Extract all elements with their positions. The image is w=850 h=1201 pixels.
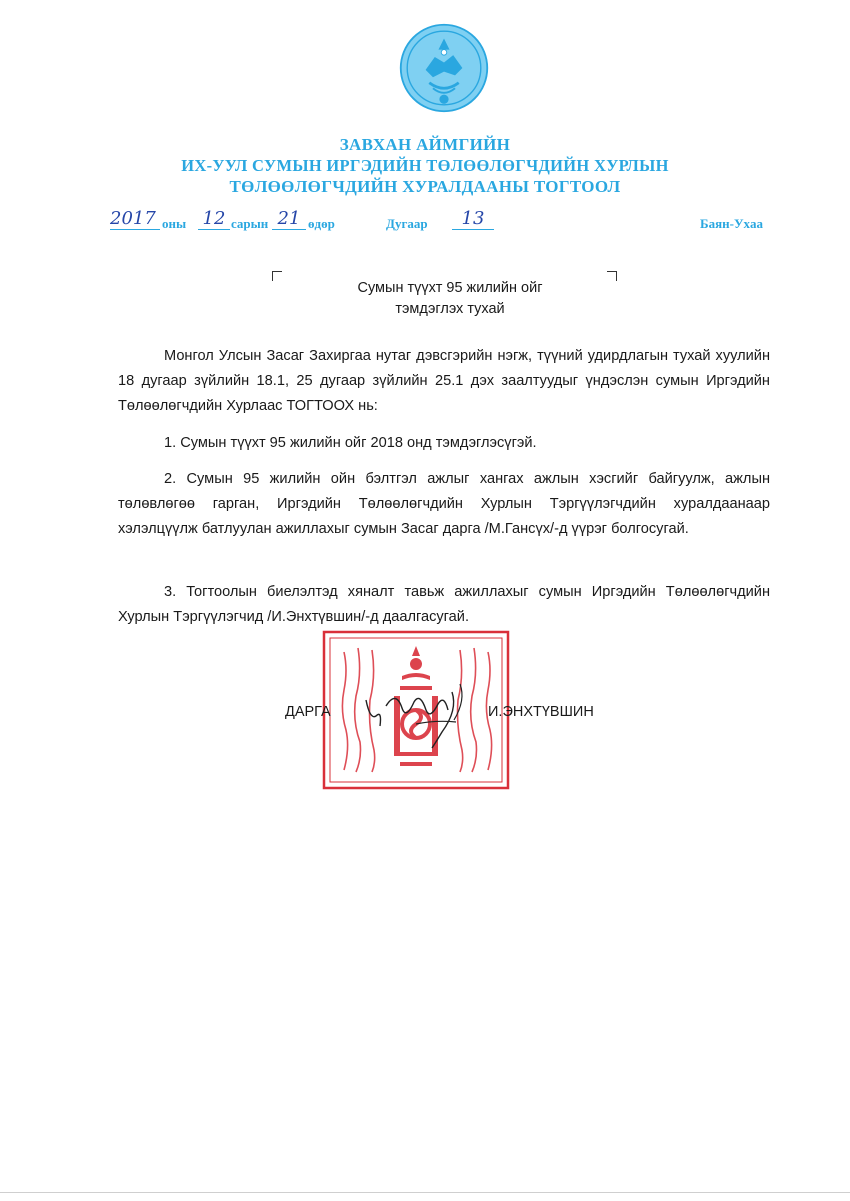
preamble-paragraph: Монгол Улсын Засаг Захиргаа нутаг дэвсгэрийн нэгж, түүний удирдлагын тухай хуулийн 18 дугаар зүйлийн 18.1, 25 дугаар зүйлийн 25.1 дэх заалтуудыг үндэслэн сумын Иргэдийн Төлөөлөгчдийн Хурлаас ТОГТООХ нь: xyxy=(118,348,770,414)
date-day-label: өдөр xyxy=(308,216,335,231)
resolution-item-3: 3. Тогтоолын биелэлтэд хяналт тавьж ажиллахыг сумын Иргэдийн Төлөөлөгчдийн Хурлын Тэргүүлэгчид /И.Энхтүвшин/-д даалгасугай. xyxy=(118,584,770,625)
subject-line-2: тэмдэглэх тухай xyxy=(395,301,505,317)
header-line-resolution: ТӨЛӨӨЛӨГЧДИЙН ХУРАЛДААНЫ ТОГТООЛ xyxy=(229,177,621,196)
header-line-council: ИХ-УУЛ СУМЫН ИРГЭДИЙН ТӨЛӨӨЛӨГЧДИЙН ХУРЛЫН xyxy=(181,156,669,175)
signer-title: ДАРГА xyxy=(285,704,331,720)
resolution-item-2: 2. Сумын 95 жилийн ойн бэлтгэл ажлыг хангах ажлын хэсгийг байгуулж, ажлын төлөвлөгөө гарган, Иргэдийн Төлөөлөгчдийн Хурлын Тэргүүлэгчдийн хуралдаанаар хэлэлцүүлж батлуулан ажиллахыг сумын Засаг дарга /М.Гансүх/-д үүрэг болгосугай. xyxy=(118,471,770,537)
subject-corner-right xyxy=(607,271,617,281)
resolution-item-1: 1. Сумын түүхт 95 жилийн ойг 2018 онд тэмдэглэсүгэй. xyxy=(164,435,537,451)
date-month: 12 xyxy=(198,208,230,230)
number-label: Дугаар xyxy=(386,216,428,231)
date-year-label: оны xyxy=(162,216,187,231)
subject-corner-left xyxy=(272,271,282,281)
resolution-number: 13 xyxy=(452,208,494,230)
date-month-label: сарын xyxy=(231,216,269,231)
place-name: Баян-Уxаа xyxy=(700,216,763,231)
subject-line-1: Сумын түүхт 95 жилийн ойг xyxy=(357,280,543,296)
subject xyxy=(300,278,600,320)
header-line-aimag: ЗАВХАН АЙМГИЙН xyxy=(339,135,511,154)
handwritten-signature xyxy=(356,680,486,750)
date-line xyxy=(0,210,850,240)
date-day: 21 xyxy=(272,208,306,230)
signer-name: И.ЭНХТҮВШИН xyxy=(488,704,594,720)
page-bottom-edge xyxy=(0,1192,850,1193)
date-year: 2017 xyxy=(110,208,160,230)
state-emblem-icon xyxy=(398,22,490,114)
